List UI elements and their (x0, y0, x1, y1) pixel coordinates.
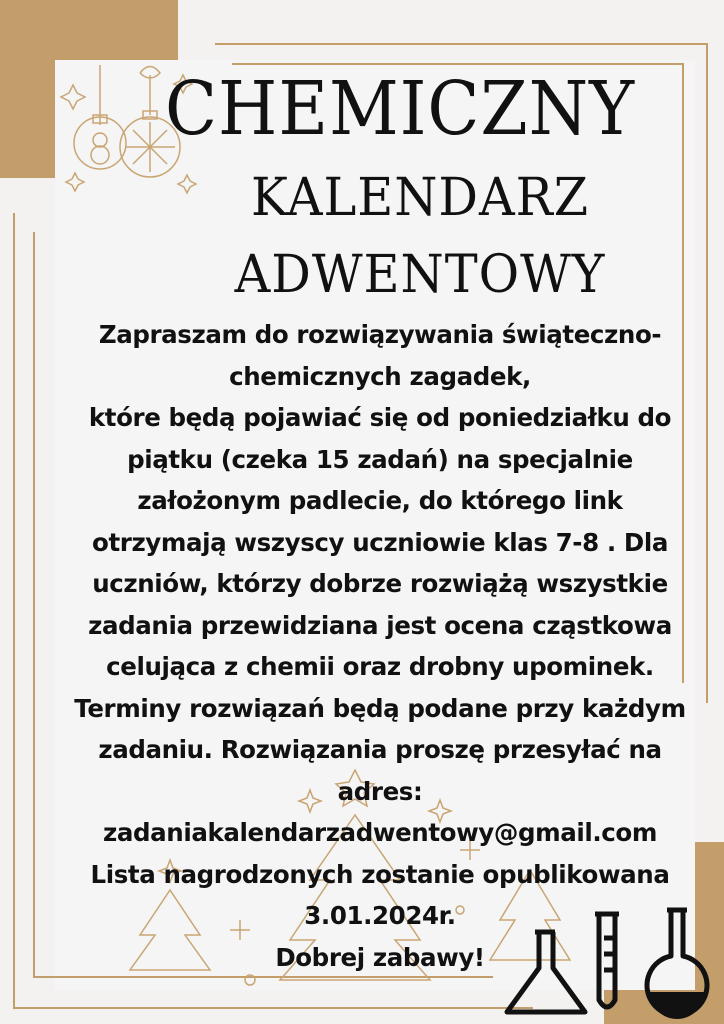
text-line: zadaniu. Rozwiązania proszę przesyłać na (98, 735, 662, 764)
title-line-3: ADWENTOWY (234, 245, 606, 305)
date-text: 3.01.2024r. (304, 901, 456, 930)
text-line: uczniów, którzy dobrze rozwiążą wszystkie (92, 569, 668, 598)
text-line: adres: (337, 776, 423, 806)
text-line: chemicznych zagadek, (229, 361, 531, 391)
closing-text: Dobrej zabawy! (275, 942, 485, 972)
frame-line-bottom (13, 1007, 533, 1009)
announcement-text (30, 314, 724, 978)
text-line: piątku (czeka 15 zadań) na specjalnie (127, 444, 633, 474)
text-line: celująca z chemii oraz drobny upominek. (106, 652, 654, 681)
text-line: zadania przewidziana jest ocena cząstkowa (88, 610, 672, 640)
title-line-1: CHEMICZNY (165, 66, 635, 152)
text-line: które będą pojawiać się od poniedziałku do (88, 403, 672, 432)
text-line: założonym padlecie, do którego link (137, 486, 623, 515)
text-line: Zapraszam do rozwiązywania świąteczno- (98, 320, 662, 349)
email-address: zadaniakalendarzadwentowy@gmail.com (103, 818, 657, 847)
text-line: Terminy rozwiązań będą podane przy każdym (74, 693, 686, 723)
text-line: otrzymają wszyscy uczniowie klas 7-8 . Dla (92, 527, 668, 557)
frame-line-top (215, 43, 707, 45)
title-line-2: KALENDARZ (250, 168, 590, 228)
frame-line-left (13, 213, 15, 1008)
inner-frame-top (232, 63, 682, 65)
text-line: Lista nagrodzonych zostanie opublikowana (90, 859, 670, 889)
